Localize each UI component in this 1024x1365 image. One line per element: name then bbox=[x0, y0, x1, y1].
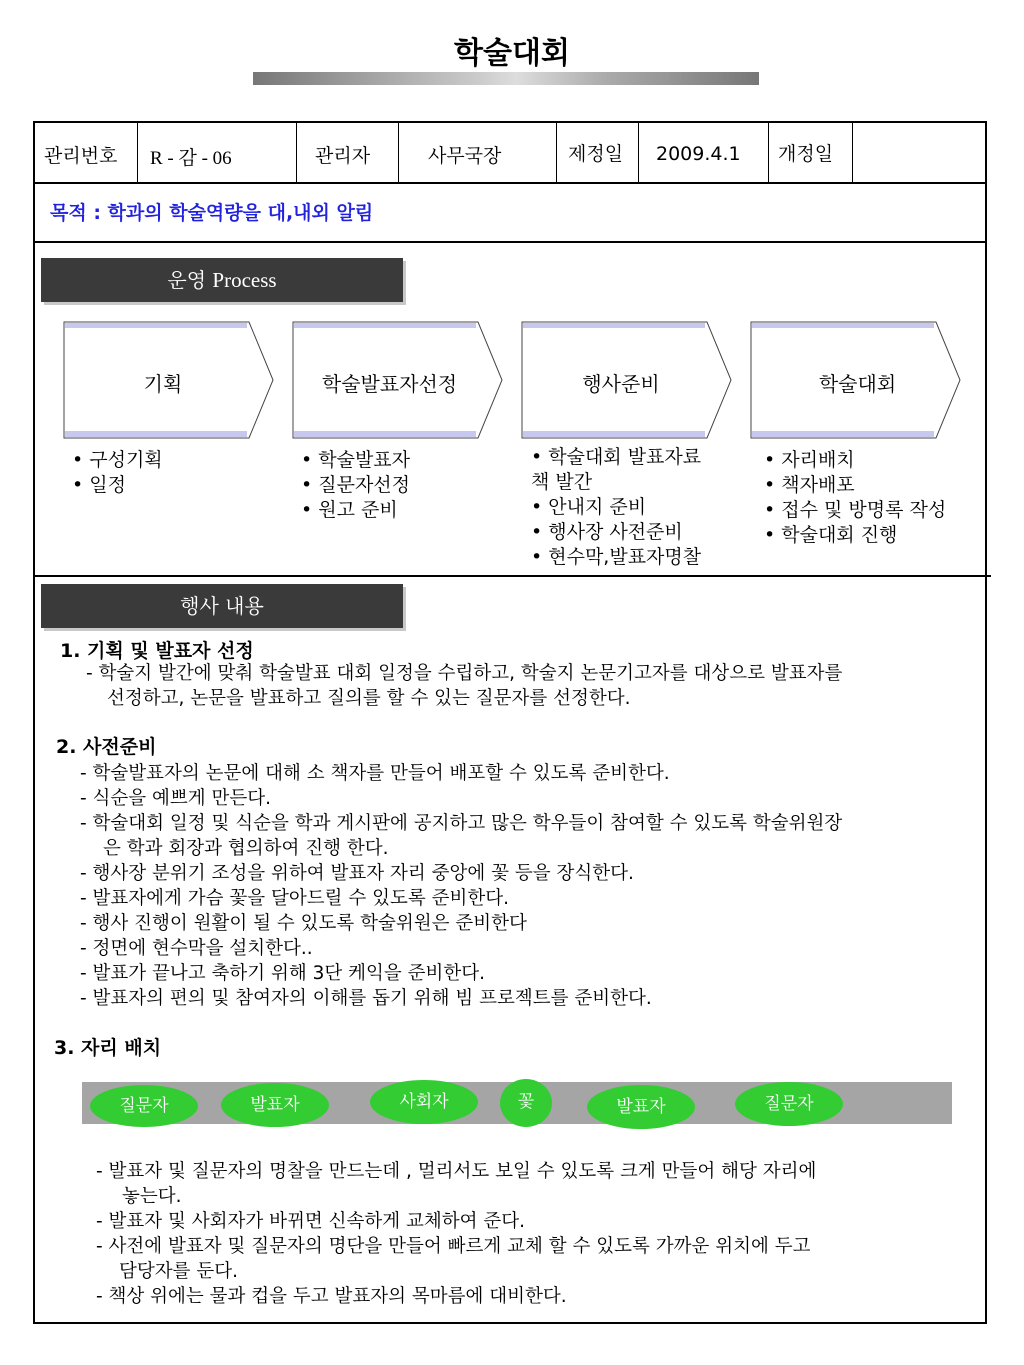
cell-border bbox=[296, 122, 297, 182]
process-heading: 운영 Process bbox=[41, 258, 403, 302]
seat-moderator: 사회자 bbox=[370, 1080, 478, 1124]
purpose-text: 목적 : 학과의 학술역량을 대,내외 알림 bbox=[50, 202, 374, 224]
header-divider bbox=[33, 182, 987, 184]
step-label: 학술대회 bbox=[818, 372, 897, 396]
section-line: 은 학과 회장과 협의하여 진행 한다. bbox=[103, 838, 389, 859]
cell-border bbox=[556, 122, 557, 182]
section-line: - 학술대회 일정 및 식순을 학과 게시판에 공지하고 많은 학우들이 참여할 수 있도록 학술위원장 bbox=[80, 813, 843, 834]
seat-flowers: 꽃 bbox=[500, 1079, 552, 1127]
section-line: 담당자를 둔다. bbox=[119, 1261, 238, 1282]
page-title: 학술대회 bbox=[454, 36, 570, 71]
section-line: - 정면에 현수막을 설치한다.. bbox=[80, 938, 313, 959]
process-step-presenter bbox=[292, 321, 504, 439]
step-bullets-plan bbox=[72, 448, 163, 498]
manager-value: 사무국장 bbox=[428, 145, 502, 167]
section-line: - 책상 위에는 물과 컵을 두고 발표자의 목마름에 대비한다. bbox=[96, 1286, 567, 1307]
manager-label: 관리자 bbox=[315, 145, 371, 167]
process-divider bbox=[33, 575, 991, 577]
step-bullets-prepare bbox=[531, 445, 701, 570]
list-item: • 학술발표자 bbox=[301, 448, 410, 473]
section-line: - 발표자에게 가슴 꽃을 달아드릴 수 있도록 준비한다. bbox=[80, 888, 510, 909]
cell-border bbox=[137, 122, 138, 182]
step-label: 학술발표자선정 bbox=[321, 372, 458, 396]
list-item: • 구성기획 bbox=[72, 448, 163, 473]
list-item: • 일정 bbox=[72, 473, 163, 498]
section-line: - 학술발표자의 논문에 대해 소 책자를 만들어 배포할 수 있도록 준비한다. bbox=[80, 763, 670, 784]
list-item: • 행사장 사전준비 bbox=[531, 520, 701, 545]
list-item: • 현수막,발표자명찰 bbox=[531, 545, 701, 570]
mgmt-no-label: 관리번호 bbox=[44, 145, 118, 167]
step-label: 행사준비 bbox=[582, 372, 660, 396]
section-title: 1. 기획 및 발표자 선정 bbox=[60, 640, 254, 662]
content-heading: 행사 내용 bbox=[41, 584, 403, 628]
title-underline-bar bbox=[253, 72, 759, 85]
step-label: 기획 bbox=[143, 372, 183, 396]
list-item: • 책자배포 bbox=[764, 473, 946, 498]
section-line: - 발표자 및 질문자의 명찰을 만드는데 , 멀리서도 보일 수 있도록 크게 만들어 해당 자리에 bbox=[96, 1161, 817, 1182]
seat-presenter: 발표자 bbox=[221, 1083, 329, 1127]
cell-border bbox=[768, 122, 769, 182]
section-line: 선정하고, 논문을 발표하고 질의를 할 수 있는 질문자를 선정한다. bbox=[107, 688, 631, 709]
section-line: 놓는다. bbox=[122, 1186, 182, 1207]
section-line: - 식순을 예쁘게 만든다. bbox=[80, 788, 272, 809]
cell-border bbox=[398, 122, 399, 182]
section-line: - 발표자의 편의 및 참여자의 이해를 돕기 위해 빔 프로젝트를 준비한다. bbox=[80, 988, 652, 1009]
seat-questioner: 질문자 bbox=[735, 1082, 843, 1126]
section-line: - 행사 진행이 원활이 될 수 있도록 학술위원은 준비한다 bbox=[80, 913, 527, 934]
process-step-prepare bbox=[521, 321, 733, 439]
list-item: • 질문자선정 bbox=[301, 473, 410, 498]
step-bullets-presenter bbox=[301, 448, 410, 523]
section-line: - 발표가 끝나고 축하기 위해 3단 케익을 준비한다. bbox=[80, 963, 486, 984]
list-item: • 자리배치 bbox=[764, 448, 946, 473]
section-title: 3. 자리 배치 bbox=[54, 1037, 162, 1059]
list-item: • 접수 및 방명록 작성 bbox=[764, 498, 946, 523]
cell-border bbox=[638, 122, 639, 182]
process-step-conference bbox=[750, 321, 962, 439]
enacted-value: 2009.4.1 bbox=[656, 143, 741, 165]
cell-border bbox=[852, 122, 853, 182]
section-line: - 학술지 발간에 맞춰 학술발표 대회 일정을 수립하고, 학술지 논문기고자를 대상으로 발표자를 bbox=[86, 663, 843, 684]
list-item: • 학술대회 발표자료 bbox=[531, 445, 701, 470]
step-bullets-conference bbox=[764, 448, 946, 548]
list-item: • 학술대회 진행 bbox=[764, 523, 946, 548]
list-item: • 원고 준비 bbox=[301, 498, 410, 523]
list-item: 책 발간 bbox=[531, 471, 593, 493]
seat-presenter: 발표자 bbox=[587, 1085, 695, 1129]
seat-questioner: 질문자 bbox=[90, 1085, 198, 1127]
list-item: • 안내지 준비 bbox=[531, 495, 701, 520]
purpose-divider bbox=[33, 241, 987, 243]
section-title: 2. 사전준비 bbox=[56, 736, 157, 758]
process-step-plan bbox=[63, 321, 275, 439]
section-line: - 발표자 및 사회자가 바뀌면 신속하게 교체하여 준다. bbox=[96, 1211, 526, 1232]
enacted-label: 제정일 bbox=[568, 143, 624, 165]
revised-label: 개정일 bbox=[778, 143, 834, 165]
section-line: - 사전에 발표자 및 질문자의 명단을 만들어 빠르게 교체 할 수 있도록 가까운 위치에 두고 bbox=[96, 1236, 811, 1257]
mgmt-no-value: R - 감 - 06 bbox=[150, 148, 232, 169]
section-line: - 행사장 분위기 조성을 위하여 발표자 자리 중앙에 꽃 등을 장식한다. bbox=[80, 863, 634, 884]
